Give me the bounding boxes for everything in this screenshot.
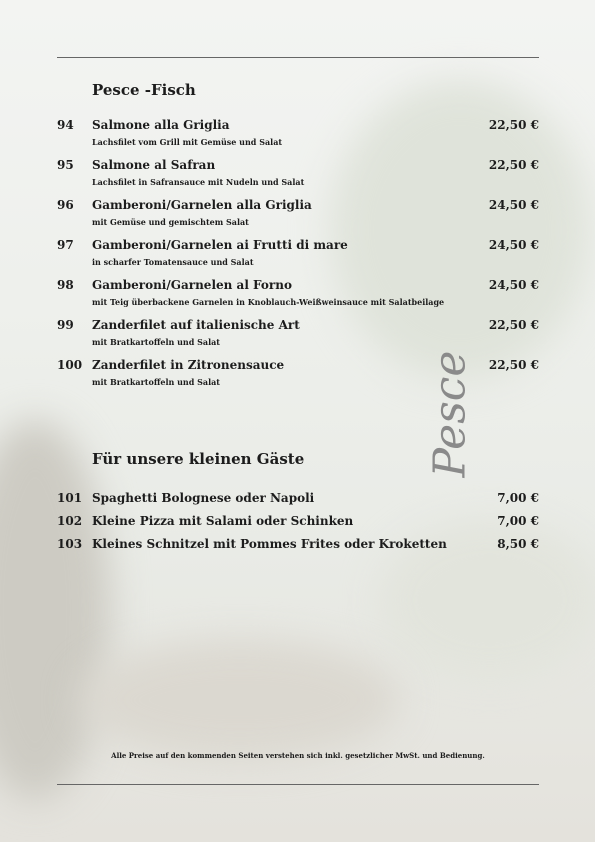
item-price: 24,50 € — [488, 198, 539, 212]
item-number: 96 — [57, 198, 74, 212]
item-price: 22,50 € — [488, 118, 539, 132]
item-number: 100 — [57, 358, 83, 372]
section-title-fish: Pesce -Fisch — [92, 81, 196, 99]
item-price: 8,50 € — [497, 537, 539, 551]
item-price: 24,50 € — [488, 278, 539, 292]
menu-item — [57, 238, 539, 270]
menu-item — [57, 514, 539, 532]
side-label-pesce: Pesce — [424, 350, 476, 478]
item-name: Spaghetti Bolognese oder Napoli — [92, 491, 315, 505]
item-price: 22,50 € — [488, 318, 539, 332]
menu-item — [57, 198, 539, 230]
item-description: Lachsfilet vom Grill mit Gemüse und Salat — [92, 137, 283, 147]
menu-item — [57, 318, 539, 350]
item-number: 98 — [57, 278, 74, 292]
item-name: Kleine Pizza mit Salami oder Schinken — [92, 514, 354, 528]
item-number: 95 — [57, 158, 74, 172]
item-description: mit Gemüse und gemischtem Salat — [92, 217, 249, 227]
item-name: Gamberoni/Garnelen alla Griglia — [92, 198, 312, 212]
tree-trunk-shade — [0, 420, 110, 800]
item-price: 22,50 € — [488, 358, 539, 372]
menu-item — [57, 158, 539, 190]
ground-shade — [80, 640, 400, 760]
item-description: mit Bratkartoffeln und Salat — [92, 337, 220, 347]
item-price: 7,00 € — [497, 514, 539, 528]
item-number: 97 — [57, 238, 74, 252]
item-price: 24,50 € — [488, 238, 539, 252]
menu-item — [57, 118, 539, 150]
item-description: mit Teig überbackene Garnelen in Knoblauch-Weißweinsauce mit Salatbeilage — [92, 297, 445, 307]
bottom-rule — [57, 784, 539, 785]
menu-item — [57, 537, 539, 555]
item-number: 101 — [57, 491, 83, 505]
top-rule — [57, 57, 539, 58]
menu-item — [57, 491, 539, 509]
price-footnote: Alle Preise auf den kommenden Seiten verstehen sich inkl. gesetzlicher MwSt. und Bedienung. — [111, 751, 485, 760]
item-name: Zanderfilet auf italienische Art — [92, 318, 300, 332]
item-description: in scharfer Tomatensauce und Salat — [92, 257, 254, 267]
item-name: Salmone al Safran — [92, 158, 216, 172]
item-description: Lachsfilet in Safransauce mit Nudeln und Salat — [92, 177, 305, 187]
item-name: Kleines Schnitzel mit Pommes Frites oder Kroketten — [92, 537, 447, 551]
item-number: 102 — [57, 514, 83, 528]
item-number: 94 — [57, 118, 74, 132]
section-title-kids: Für unsere kleinen Gäste — [92, 450, 305, 468]
item-name: Zanderfilet in Zitronensauce — [92, 358, 285, 372]
item-name: Gamberoni/Garnelen ai Frutti di mare — [92, 238, 348, 252]
item-description: mit Bratkartoffeln und Salat — [92, 377, 220, 387]
item-number: 99 — [57, 318, 74, 332]
item-price: 22,50 € — [488, 158, 539, 172]
menu-item — [57, 278, 539, 310]
item-number: 103 — [57, 537, 83, 551]
item-name: Gamberoni/Garnelen al Forno — [92, 278, 292, 292]
item-price: 7,00 € — [497, 491, 539, 505]
item-name: Salmone alla Griglia — [92, 118, 230, 132]
